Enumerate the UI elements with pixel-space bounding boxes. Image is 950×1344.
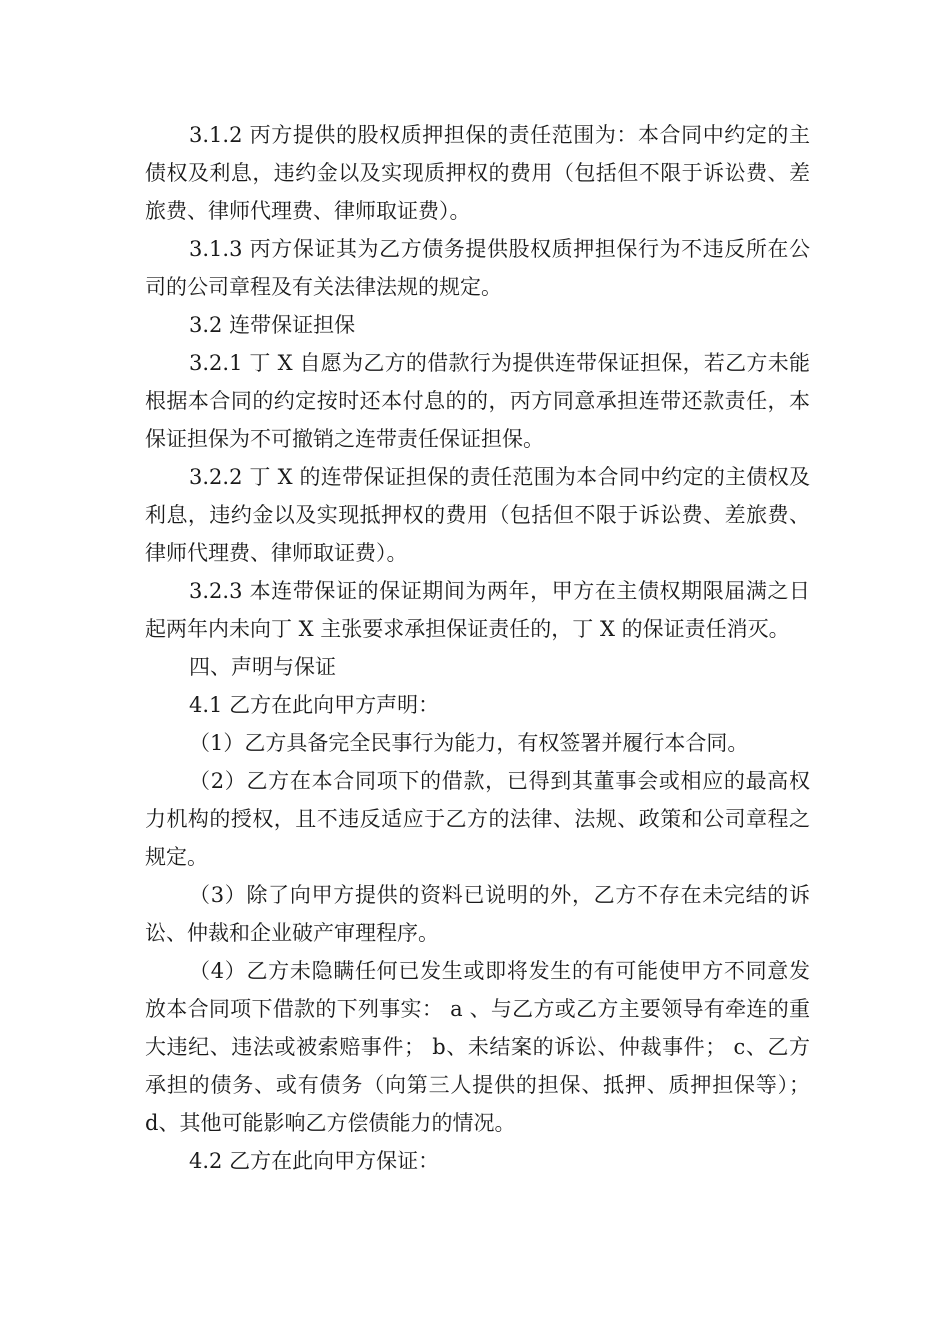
clause-3-1-3: 3.1.3 丙方保证其为乙方债务提供股权质押担保行为不违反所在公司的公司章程及有关法律法规的规定。: [145, 237, 810, 299]
statement-item-1: （1）乙方具备完全民事行为能力，有权签署并履行本合同。: [189, 731, 749, 755]
section-heading-3-2: 3.2 连带保证担保: [189, 313, 356, 337]
clause-4-1: 4.1 乙方在此向甲方声明：: [189, 693, 440, 717]
statement-item-3: （3）除了向甲方提供的资料已说明的外，乙方不存在未完结的诉讼、仲裁和企业破产审理程序。: [145, 883, 810, 945]
statement-item-4: （4）乙方未隐瞒任何已发生或即将发生的有可能使甲方不同意发放本合同项下借款的下列事实： a 、与乙方或乙方主要领导有牵连的重大违纪、违法或被索赔事件； b、未结案的诉讼、仲裁事件； c、乙方承担的债务、或有债务（向第三人提供的担保、抵押、质押担保等）； d、其他可能影响乙方偿债能力的情况。: [145, 959, 810, 1135]
section-heading-4: 四、声明与保证: [189, 655, 336, 679]
clause-3-2-3: 3.2.3 本连带保证的保证期间为两年，甲方在主债权期限届满之日起两年内未向丁 X 主张要求承担保证责任的，丁 X 的保证责任消灭。: [145, 579, 810, 641]
clause-4-2: 4.2 乙方在此向甲方保证：: [189, 1149, 440, 1173]
clause-3-1-2: 3.1.2 丙方提供的股权质押担保的责任范围为：本合同中约定的主债权及利息，违约金以及实现质押权的费用（包括但不限于诉讼费、差旅费、律师代理费、律师取证费）。: [145, 123, 810, 223]
document-body: [145, 116, 810, 1180]
statement-item-2: （2）乙方在本合同项下的借款，已得到其董事会或相应的最高权力机构的授权，且不违反适应于乙方的法律、法规、政策和公司章程之规定。: [145, 769, 810, 869]
clause-3-2-1: 3.2.1 丁 X 自愿为乙方的借款行为提供连带保证担保，若乙方未能根据本合同的约定按时还本付息的的，丙方同意承担连带还款责任，本保证担保为不可撤销之连带责任保证担保。: [145, 351, 810, 451]
clause-3-2-2: 3.2.2 丁 X 的连带保证担保的责任范围为本合同中约定的主债权及利息，违约金以及实现抵押权的费用（包括但不限于诉讼费、差旅费、律师代理费、律师取证费）。: [145, 465, 810, 565]
